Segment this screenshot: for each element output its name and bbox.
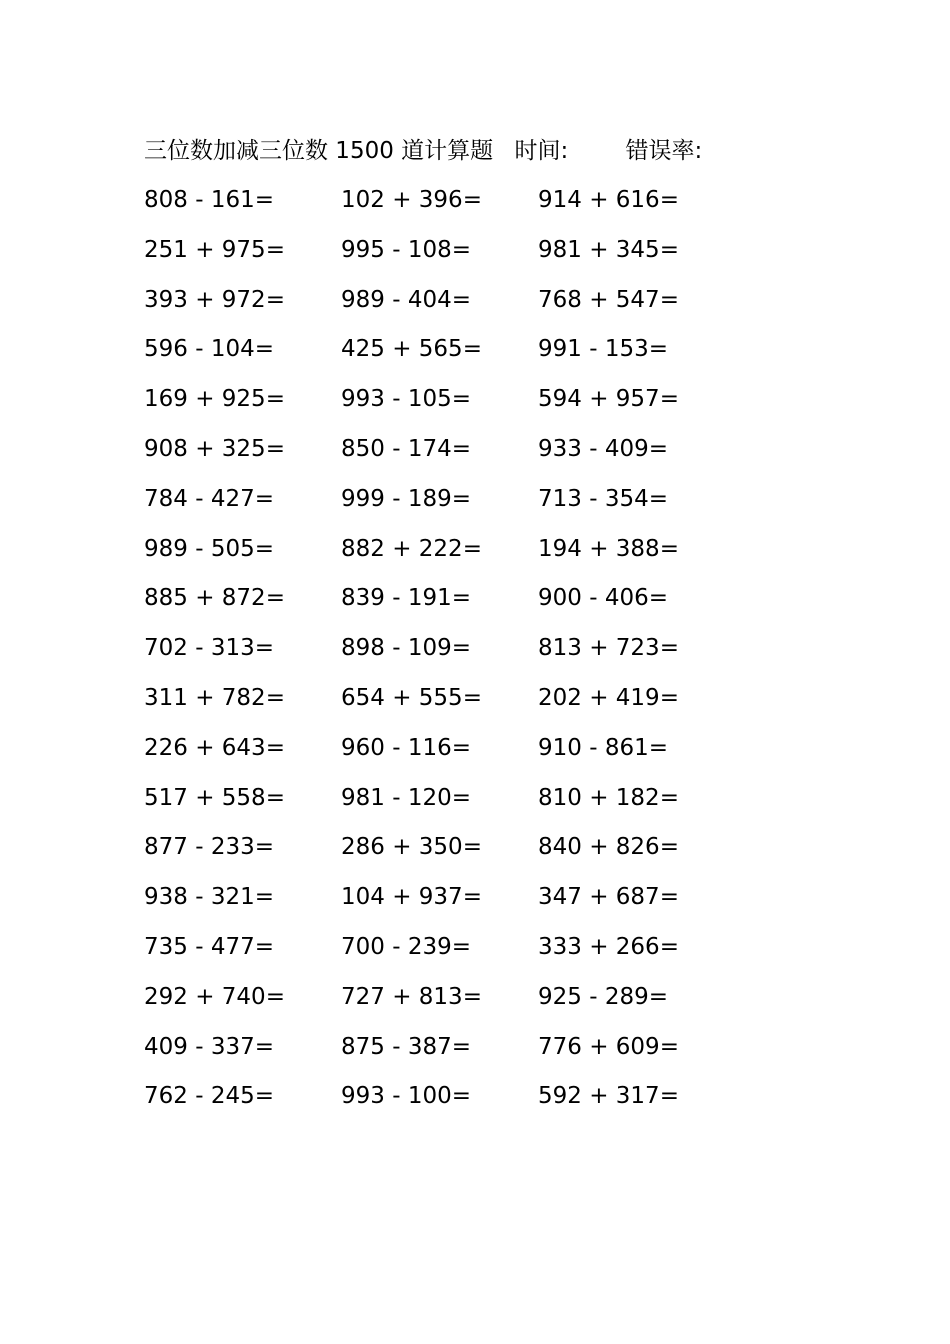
- problem-item: 840 + 826=: [538, 834, 679, 861]
- problem-item: 517 + 558=: [144, 784, 285, 811]
- problem-item: 999 - 189=: [341, 485, 471, 512]
- problem-item: 194 + 388=: [538, 535, 679, 562]
- problem-item: 768 + 547=: [538, 286, 679, 313]
- problem-item: 700 - 239=: [341, 933, 471, 960]
- problem-item: 251 + 975=: [144, 236, 285, 263]
- problem-item: 596 - 104=: [144, 336, 274, 363]
- problem-grid: [144, 183, 764, 1129]
- time-label: 时间:: [514, 138, 569, 164]
- problem-item: 169 + 925=: [144, 386, 285, 413]
- problem-item: 981 + 345=: [538, 236, 679, 263]
- problem-item: 989 - 404=: [341, 286, 471, 313]
- error-rate-label: 错误率:: [625, 138, 703, 164]
- problem-item: 900 - 406=: [538, 585, 668, 612]
- problem-item: 898 - 109=: [341, 635, 471, 662]
- problem-item: 425 + 565=: [341, 336, 482, 363]
- problem-item: 776 + 609=: [538, 1033, 679, 1060]
- problem-item: 713 - 354=: [538, 485, 668, 512]
- worksheet-title: 三位数加减三位数 1500 道计算题: [144, 138, 494, 164]
- problem-item: 762 - 245=: [144, 1083, 274, 1110]
- problem-item: 594 + 957=: [538, 386, 679, 413]
- problem-item: 654 + 555=: [341, 684, 482, 711]
- problem-item: 839 - 191=: [341, 585, 471, 612]
- problem-item: 993 - 100=: [341, 1083, 471, 1110]
- problem-item: 409 - 337=: [144, 1033, 274, 1060]
- problem-item: 925 - 289=: [538, 983, 668, 1010]
- problem-item: 981 - 120=: [341, 784, 471, 811]
- problem-item: 885 + 872=: [144, 585, 285, 612]
- problem-item: 311 + 782=: [144, 684, 285, 711]
- problem-item: 908 + 325=: [144, 435, 285, 462]
- problem-item: 808 - 161=: [144, 187, 274, 213]
- problem-item: 735 - 477=: [144, 933, 274, 960]
- problem-item: 875 - 387=: [341, 1033, 471, 1060]
- problem-item: 813 + 723=: [538, 635, 679, 662]
- problem-item: 938 - 321=: [144, 884, 274, 911]
- problem-item: 104 + 937=: [341, 884, 482, 911]
- problem-item: 727 + 813=: [341, 983, 482, 1010]
- problem-item: 292 + 740=: [144, 983, 285, 1010]
- problem-item: 393 + 972=: [144, 286, 285, 313]
- problem-item: 991 - 153=: [538, 336, 668, 363]
- problem-item: 989 - 505=: [144, 535, 274, 562]
- problem-item: 914 + 616=: [538, 187, 679, 213]
- problem-item: 784 - 427=: [144, 485, 274, 512]
- problem-item: 333 + 266=: [538, 933, 679, 960]
- problem-item: 850 - 174=: [341, 435, 471, 462]
- problem-item: 877 - 233=: [144, 834, 274, 861]
- problem-item: 592 + 317=: [538, 1083, 679, 1110]
- problem-item: 347 + 687=: [538, 884, 679, 911]
- problem-item: 702 - 313=: [144, 635, 274, 662]
- problem-item: 882 + 222=: [341, 535, 482, 562]
- problem-item: 910 - 861=: [538, 734, 668, 761]
- problem-item: 286 + 350=: [341, 834, 482, 861]
- problem-item: 933 - 409=: [538, 435, 668, 462]
- worksheet-header: [144, 134, 702, 168]
- problem-item: 102 + 396=: [341, 187, 482, 213]
- problem-item: 995 - 108=: [341, 236, 471, 263]
- problem-item: 226 + 643=: [144, 734, 285, 761]
- problem-item: 810 + 182=: [538, 784, 679, 811]
- problem-item: 960 - 116=: [341, 734, 471, 761]
- problem-item: 993 - 105=: [341, 386, 471, 413]
- problem-item: 202 + 419=: [538, 684, 679, 711]
